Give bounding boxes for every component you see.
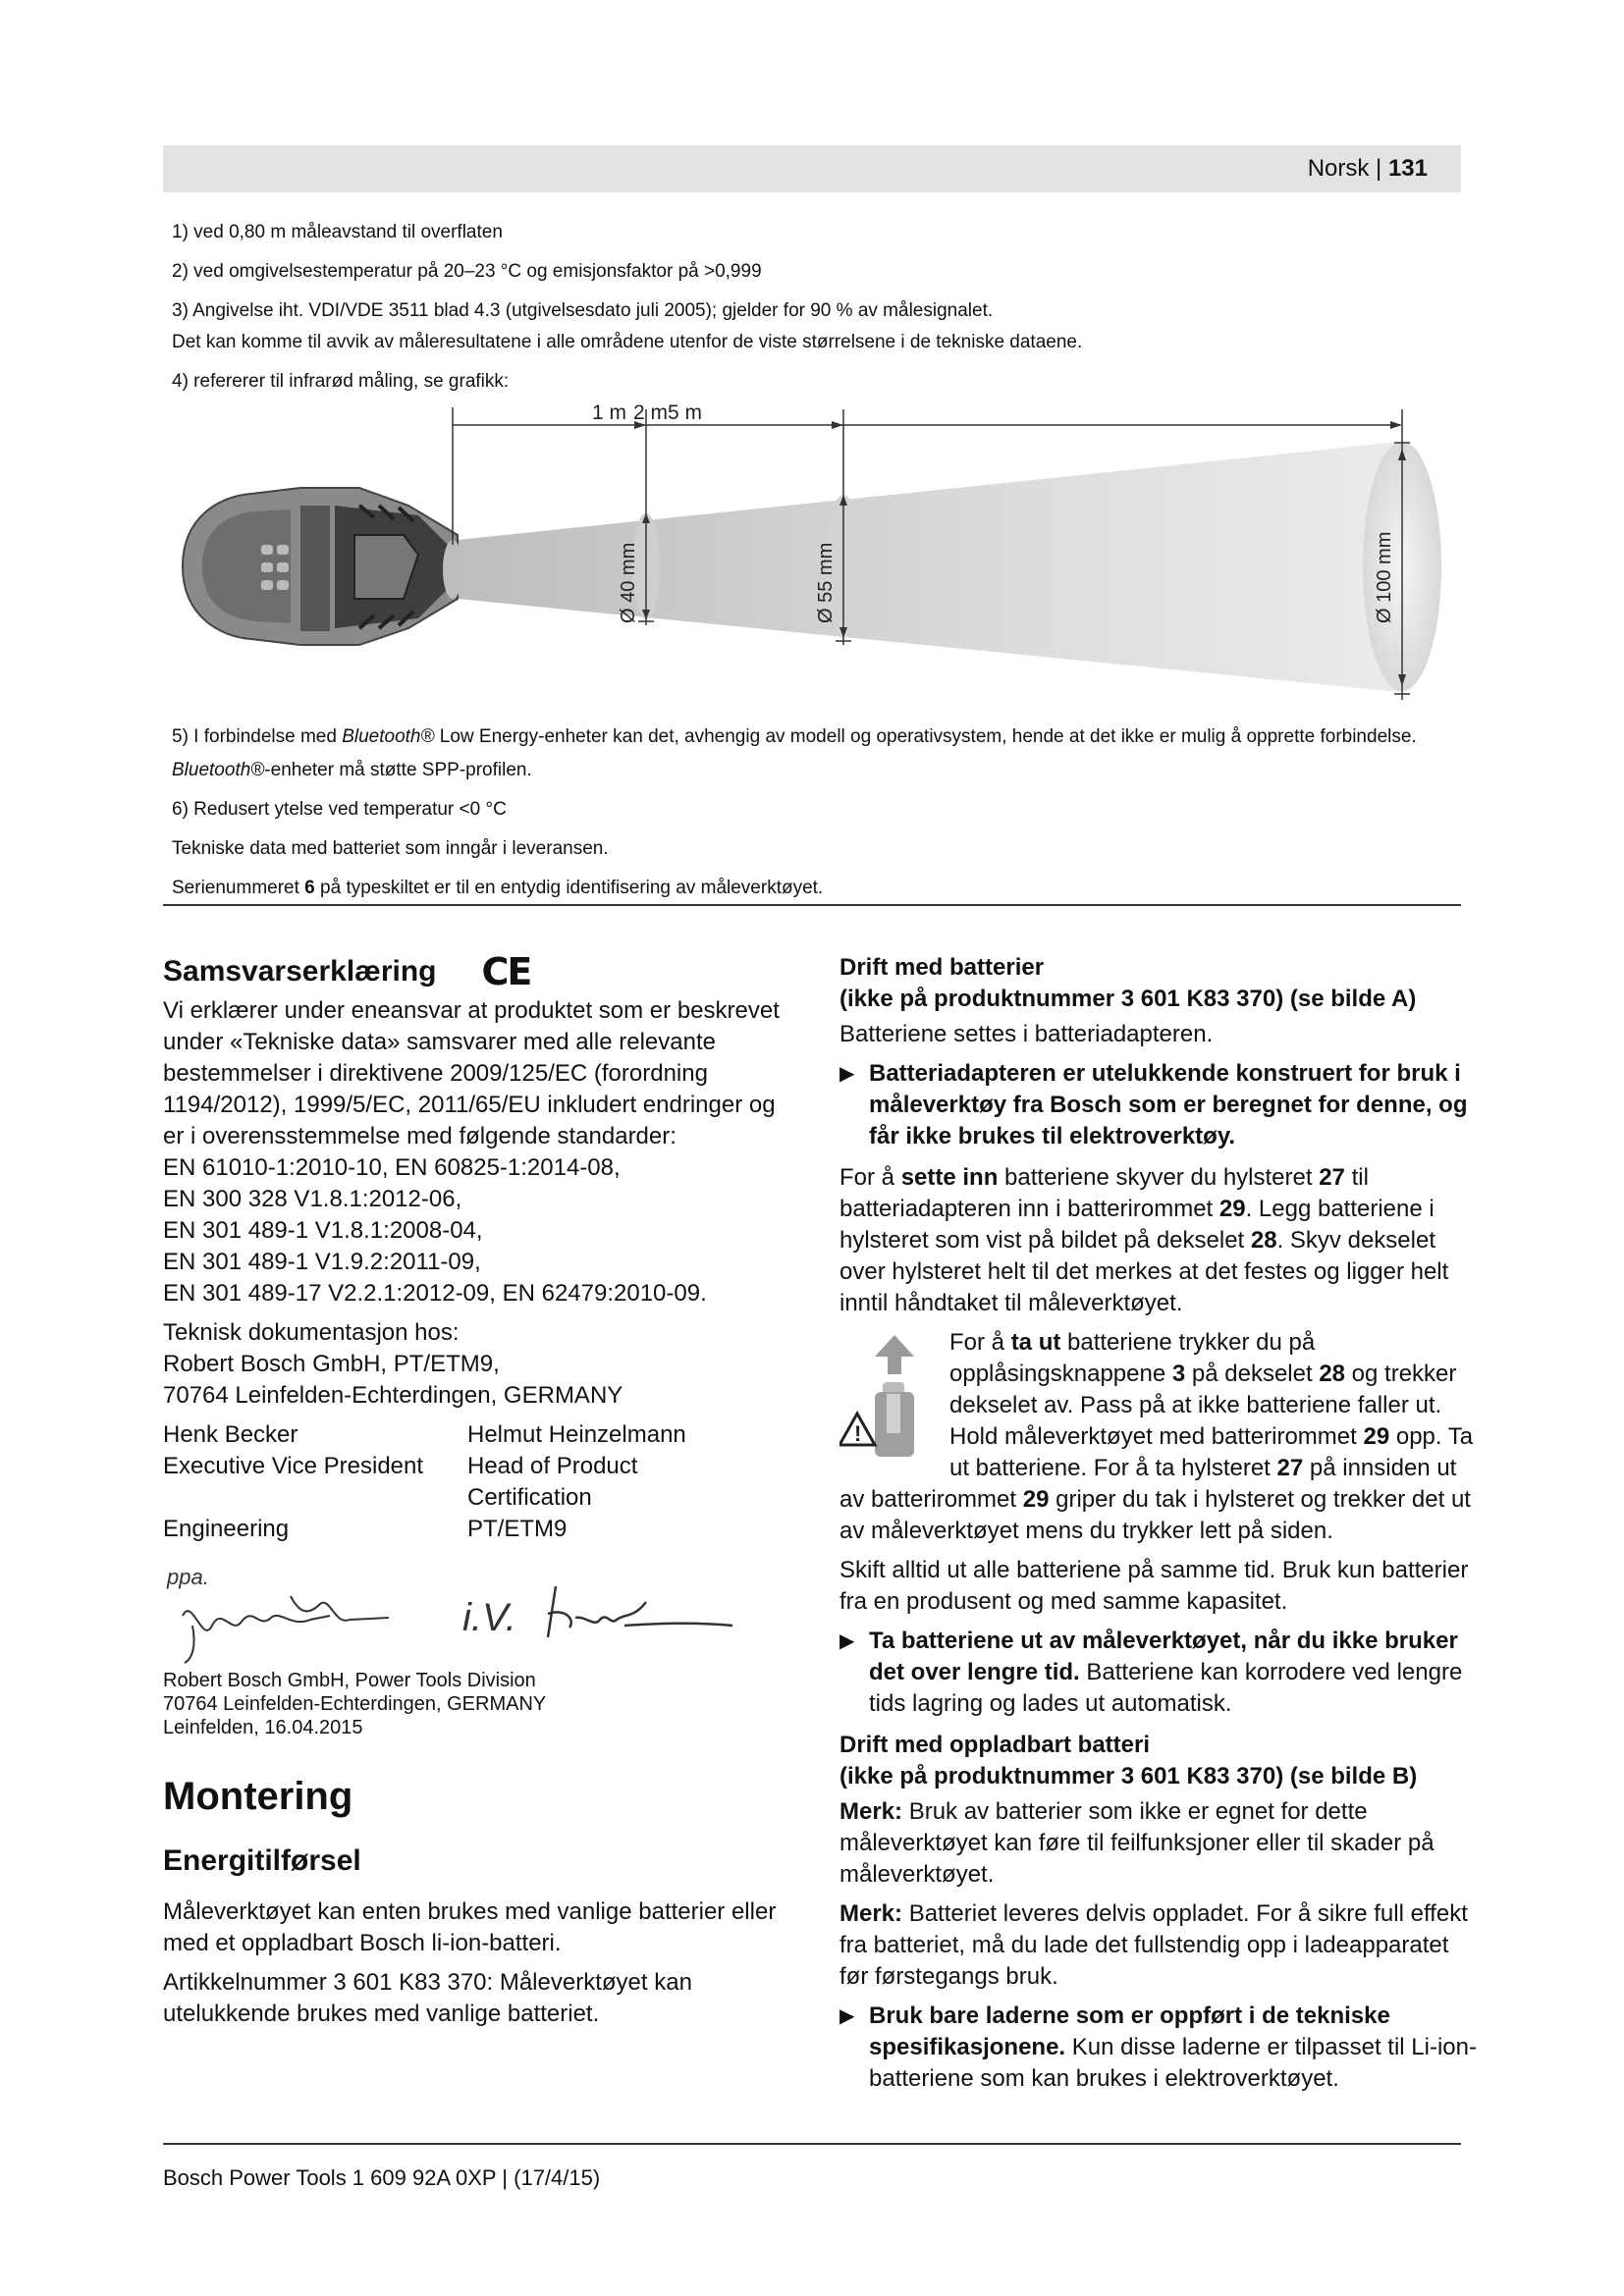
standard-line-5: EN 301 489-17 V2.2.1:2012-09, EN 62479:2010-09. <box>163 1280 707 1307</box>
footnote-1: 1) ved 0,80 m måleavstand til overflaten <box>172 222 503 242</box>
signatory-2-title-2: PT/ETM9 <box>467 1516 568 1542</box>
standard-line-1: EN 61010-1:2010-10, EN 60825-1:2014-08, <box>163 1154 621 1181</box>
note-1: Merk: Bruk av batterier som ikke er egnet for dette måleverktøyet kan føre til feilfunksjoner eller til skader på måleverktøyet. <box>839 1798 1435 1888</box>
battery-operation-subtitle: (ikke på produktnummer 3 601 K83 370) (se bilde A) <box>839 986 1417 1012</box>
rechargeable-operation-title: Drift med oppladbart batteri <box>839 1732 1151 1758</box>
signatory-1-title-2: Engineering <box>163 1516 290 1542</box>
signatory-1-name: Henk Becker <box>163 1421 298 1448</box>
page-header-label <box>1308 155 1428 183</box>
remove-batteries-block <box>839 1327 1478 1547</box>
note-2: Merk: Batteriet leveres delvis oppladet. For å sikre full effekt fra batteriet, må du lade det fullstendig opp i ladeapparatet før førstegangs bruk. <box>839 1900 1468 1990</box>
address-line-2: 70764 Leinfelden-Echterdingen, GERMANY <box>163 1693 547 1715</box>
signature-ppa: ppa. <box>167 1565 209 1589</box>
bullet-arrow-icon: ▶ <box>839 2005 855 2027</box>
page-footer: Bosch Power Tools 1 609 92A 0XP | (17/4/15) <box>163 2165 601 2190</box>
bullet-arrow-icon: ▶ <box>839 1063 855 1085</box>
insert-batteries-paragraph: For å sette inn batteriene skyver du hylsteret 27 til batteriadapteren inn i batterirommet 29. Legg batteriene i hylsteret som vist på bildet på dekselet 28. Skyv dekselet over hylsteret helt til det merkes at det festes og ligger helt inntil håndtaket til måleverktøyet. <box>839 1164 1449 1316</box>
page-header-bar <box>163 145 1461 192</box>
conformity-body: Vi erklærer under eneansvar at produktet som er beskrevet under «Tekniske data» samsvarer med alle relevante bestemmelser i direktivene 2009/125/EC (forordning 1194/2012), 1999/5/EC, 2011/65/EU inkludert endringer og er i overensstemmelse med følgende standarder: <box>163 997 780 1149</box>
signature-address-block <box>163 1669 782 1739</box>
battery-operation-title: Drift med batterier <box>839 954 1045 981</box>
svg-text:!: ! <box>854 1421 862 1446</box>
montering-heading: Montering <box>163 1775 353 1818</box>
footnote-3a: 3) Angivelse iht. VDI/VDE 3511 blad 4.3 (utgivelsesdato juli 2005); gjelder for 90 % av målesignalet. <box>172 300 994 321</box>
right-column <box>839 952 1478 2105</box>
tech-doc-line-2: Robert Bosch GmbH, PT/ETM9, <box>163 1351 500 1377</box>
diameter-label-55: Ø 55 mm <box>815 542 837 623</box>
footer-divider <box>163 2143 1461 2145</box>
address-line-1: Robert Bosch GmbH, Power Tools Division <box>163 1670 536 1691</box>
footnote-7: Tekniske data med batteriet som inngår i leveransen. <box>172 838 609 859</box>
bullet-arrow-icon: ▶ <box>839 1630 855 1652</box>
conformity-heading <box>163 952 782 991</box>
diameter-label-40: Ø 40 mm <box>618 542 639 623</box>
battery-adapter-warning: ▶ Batteriadapteren er utelukkende konstruert for bruk i måleverktøy fra Bosch som er beregnet for denne, og får ikke brukes til elektroverktøy. <box>839 1060 1468 1149</box>
handwritten-signatures <box>163 1557 782 1665</box>
footnote-5a: 5) I forbindelse med Bluetooth® Low Energy-enheter kan det, avhengig av modell og operativsystem, hende at det ikke er mulig å opprette forbindelse. <box>172 726 1417 747</box>
dist-label-5m: 5 m <box>668 401 703 424</box>
standard-line-4: EN 301 489-1 V1.9.2:2011-09, <box>163 1249 481 1275</box>
footnote-8: Serienummeret 6 på typeskiltet er til en entydig identifisering av måleverktøyet. <box>172 878 824 898</box>
remove-when-unused-warning: ▶ Ta batteriene ut av måleverktøyet, når du ikke bruker det over lengre tid. Batteriene kan korrodere ved lengre tids lagring og lades ut automatisk. <box>839 1628 1463 1717</box>
diameter-label-100: Ø 100 mm <box>1374 531 1395 623</box>
left-column <box>163 952 782 2038</box>
header-language: Norsk <box>1307 155 1370 182</box>
ir-beam <box>458 442 1400 692</box>
energy-paragraph-1: Måleverktøyet kan enten brukes med vanlige batterier eller med et oppladbart Bosch li-ion-batteri. <box>163 1898 777 1956</box>
tech-doc-line-1: Teknisk dokumentasjon hos: <box>163 1319 460 1346</box>
footnote-5b: Bluetooth®-enheter må støtte SPP-profilen. <box>172 760 532 780</box>
signatories <box>163 1419 782 1545</box>
standard-line-2: EN 300 328 V1.8.1:2012-06, <box>163 1186 462 1212</box>
footnote-3b: Det kan komme til avvik av måleresultatene i alle områdene utenfor de viste størrelsene i de tekniske dataene. <box>172 332 1083 352</box>
remove-batteries-paragraph: For å ta ut batteriene trykker du på opplåsingsknappene 3 på dekselet 28 og trekker dekselet av. Pass på at ikke batteriene faller ut. Hold måleverktøyet med batterirommet 29 opp. Ta ut batteriene. For å ta hylsteret 27 på innsiden ut av batterirommet 29 griper du tak i hylsteret og trekker det ut av måleverktøyet mens du trykker lett på siden. <box>839 1329 1474 1544</box>
battery-warning-icon <box>839 1331 938 1468</box>
footnotes-divider <box>163 904 1461 906</box>
ce-mark-icon: CE <box>481 950 531 993</box>
address-line-3: Leinfelden, 16.04.2015 <box>163 1717 363 1738</box>
tech-doc-line-3: 70764 Leinfelden-Echterdingen, GERMANY <box>163 1382 623 1409</box>
footnote-2: 2) ved omgivelsestemperatur på 20–23 °C og emisjonsfaktor på >0,999 <box>172 261 762 282</box>
replace-batteries-paragraph: Skift alltid ut alle batteriene på samme tid. Bruk kun batterier fra en produsent og med samme kapasitet. <box>839 1557 1469 1615</box>
dist-label-2m: 2 m <box>633 401 669 424</box>
energy-paragraph-2: Artikkelnummer 3 601 K83 370: Måleverktøyet kan utelukkende brukes med vanlige batteriet. <box>163 1969 692 2027</box>
signatory-1-title-1: Executive Vice President <box>163 1453 424 1479</box>
ir-spot-diagram <box>163 398 1461 721</box>
signature-iv: i.V. <box>462 1596 516 1639</box>
header-separator: | <box>1376 155 1382 182</box>
signatory-2-title-1: Head of Product Certification <box>467 1453 638 1511</box>
dist-label-1m: 1 m <box>592 401 627 424</box>
rechargeable-operation-subtitle: (ikke på produktnummer 3 601 K83 370) (se bilde B) <box>839 1763 1418 1789</box>
footnote-6: 6) Redusert ytelse ved temperatur <0 °C <box>172 799 507 820</box>
energitilforsel-heading: Energitilførsel <box>163 1844 361 1877</box>
conformity-title: Samsvarserklæring <box>163 955 437 988</box>
footnote-4: 4) refererer til infrarød måling, se grafikk: <box>172 371 510 392</box>
page-number: 131 <box>1387 155 1428 182</box>
signatory-2-name: Helmut Heinzelmann <box>467 1421 686 1448</box>
chargers-warning: ▶ Bruk bare laderne som er oppført i de tekniske spesifikasjonene. Kun disse laderne er tilpasset til Li-ion-batteriene som kan brukes i elektroverktøyet. <box>839 2002 1477 2092</box>
battery-intro: Batteriene settes i batteriadapteren. <box>839 1021 1214 1047</box>
thermometer-device-illustration <box>183 488 462 645</box>
standard-line-3: EN 301 489-1 V1.8.1:2008-04, <box>163 1217 483 1244</box>
